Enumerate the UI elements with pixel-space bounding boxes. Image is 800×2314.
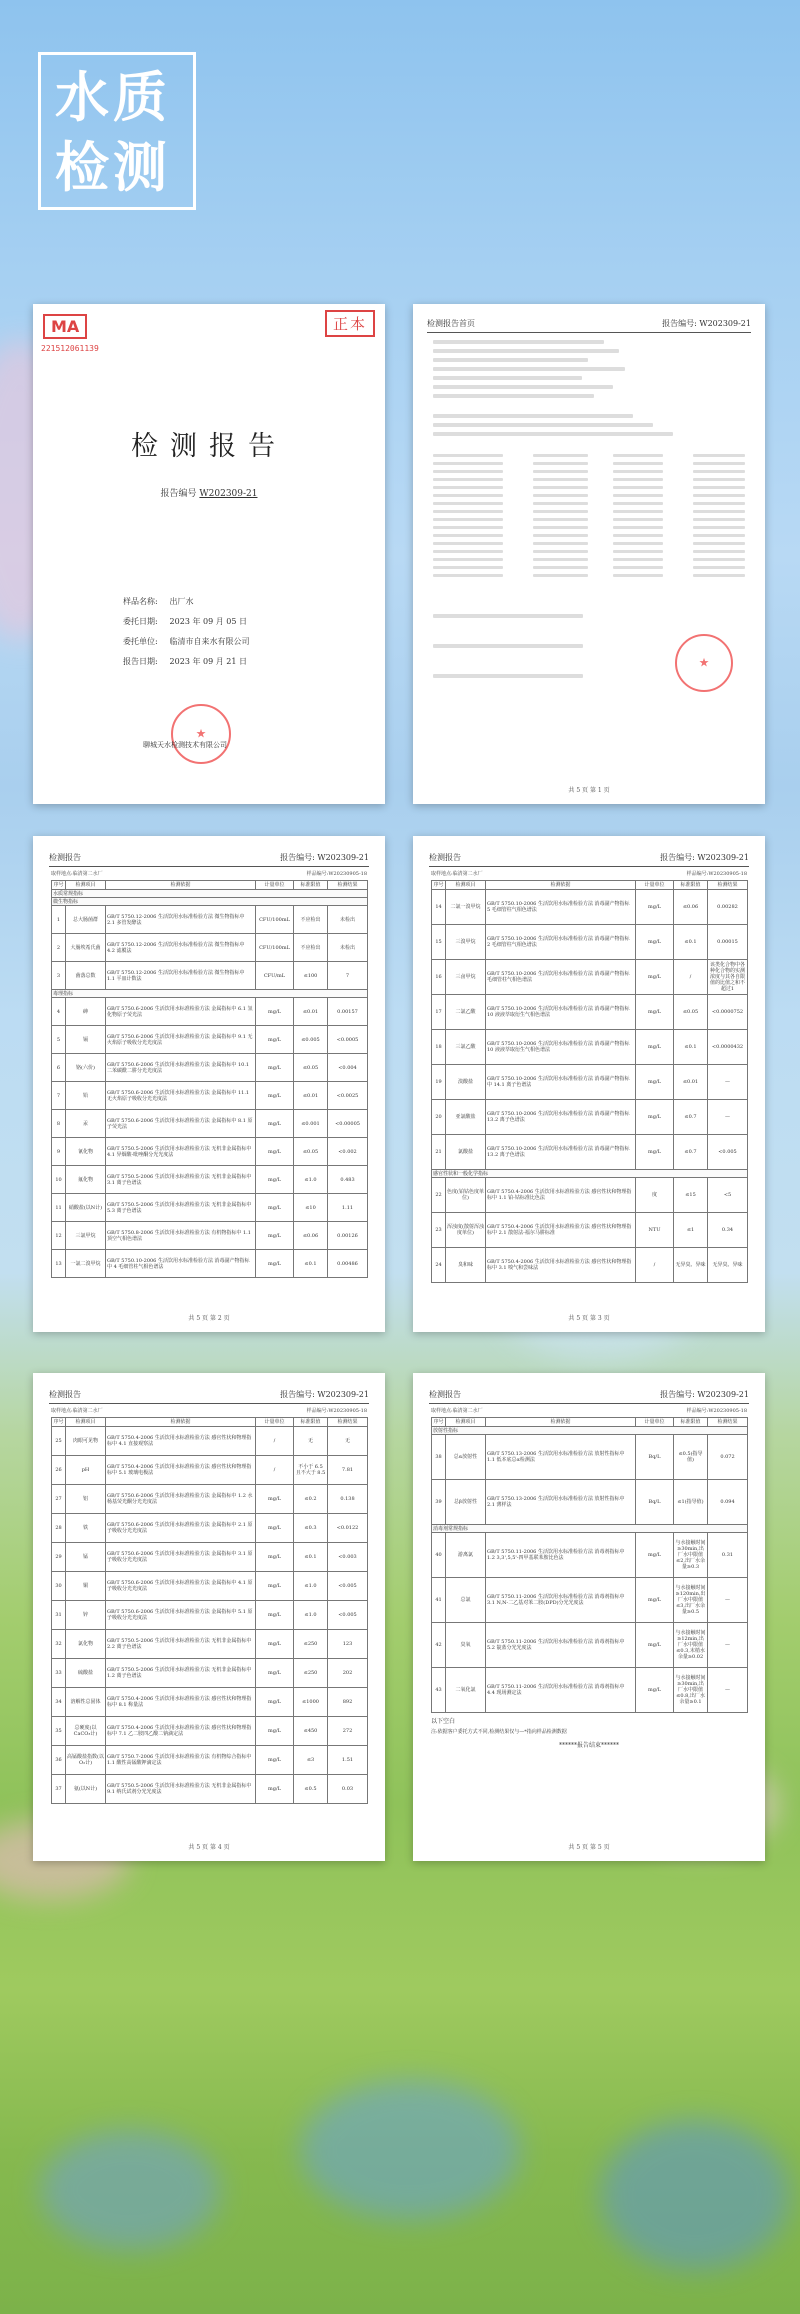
table-row: 15 三溴甲烷 GB/T 5750.10-2006 生活饮用水标准检验方法 消毒副产物指标 2 毛细管柱气相色谱法 mg/L ≤0.1 0.00015: [432, 925, 748, 960]
cover-page: [33, 304, 385, 804]
badge-line2: 检测: [55, 136, 171, 199]
summary-text-line: [613, 510, 663, 513]
badge-line1: 水质: [55, 66, 171, 129]
summary-text-line: [433, 486, 503, 489]
note-blank: 以下空白: [431, 1718, 456, 1725]
summary-text-line: [693, 518, 745, 521]
table-row: 42 臭氧 GB/T 5750.11-2006 生活饮用水标准检验方法 消毒剂指标中 5.2 靛蓝分光光度法 mg/L 与水接触时间≥12min,出厂水中限值≤0.3,末梢水余量≥0.02 —: [432, 1623, 748, 1668]
table-row: 18 三氯乙酸 GB/T 5750.10-2006 生活饮用水标准检验方法 消毒副产物指标 10 液液萃取衍生气相色谱法 mg/L ≤0.1 <0.0000432: [432, 1030, 748, 1065]
summary-text-line: [533, 494, 588, 497]
table-row: 21 氯酸盐 GB/T 5750.10-2006 生活饮用水标准检验方法 消毒副产物指标 13.2 离子色谱法 mg/L ≤0.7 <0.005: [432, 1135, 748, 1170]
page-footer: 共 5 页 第 4 页: [188, 1844, 230, 1851]
table-row: 31 锌 GB/T 5750.6-2006 生活饮用水标准检验方法 金属指标中 5.1 原子吸收分光光度法 mg/L ≤1.0 <0.005: [52, 1601, 368, 1630]
summary-text-line: [433, 349, 619, 353]
table-row: 4 砷 GB/T 5750.6-2006 生活饮用水标准检验方法 金属指标中 6.1 氢化物原子荧光法 mg/L ≤0.01 0.00157: [52, 998, 368, 1026]
summary-text-line: [613, 518, 663, 521]
section-row: 微生物指标: [52, 898, 368, 906]
summary-text-line: [533, 478, 588, 481]
summary-text-line: [433, 534, 503, 537]
summary-text-line: [613, 462, 663, 465]
summary-text-line: [533, 470, 588, 473]
sample-info: 取样地点:临清第二水厂 样品编号:W20230905-18: [51, 1408, 367, 1414]
summary-text-line: [433, 566, 503, 569]
table-row: 25 肉眼可见物 GB/T 5750.4-2006 生活饮用水标准检验方法 感官性状和物理指标中 4.1 直接观察法 / 无 无: [52, 1427, 368, 1456]
table-row: 6 铬(六价) GB/T 5750.6-2006 生活饮用水标准检验方法 金属指标中 10.1 二苯碳酰二肼分光光度法 mg/L ≤0.05 <0.004: [52, 1054, 368, 1082]
cover-title: 检测报告: [131, 431, 287, 462]
summary-text-line: [533, 526, 588, 529]
summary-text-line: [433, 494, 503, 497]
summary-seal: [675, 634, 733, 692]
summary-text-line: [533, 510, 588, 513]
summary-text-line: [433, 454, 503, 457]
summary-text-line: [613, 550, 663, 553]
section-row: 消毒剂常规指标: [432, 1525, 748, 1533]
page-footer: 共 5 页 第 5 页: [568, 1844, 610, 1851]
summary-text-line: [693, 550, 745, 553]
summary-text-line: [433, 376, 582, 380]
cover-field: 样品名称: 出厂水: [123, 597, 194, 606]
page-header: 检测报告 报告编号: W202309-21: [49, 852, 369, 867]
cover-field: 报告日期: 2023 年 09 月 21 日: [123, 657, 247, 666]
cover-field: 委托单位: 临清市自来水有限公司: [123, 637, 250, 646]
table-row: 24 臭和味 GB/T 5750.4-2006 生活饮用水标准检验方法 感官性状和物理指标中 3.1 嗅气和尝味法 / 无异臭、异味 无异臭、异味: [432, 1248, 748, 1283]
summary-text-line: [533, 566, 588, 569]
report-end: ******报告结束******: [558, 1742, 619, 1749]
summary-page: [413, 304, 765, 804]
summary-text-line: [693, 534, 745, 537]
summary-text-line: [533, 534, 588, 537]
table-row: 2 大肠埃希氏菌 GB/T 5750.12-2006 生活饮用水标准检验方法 微生物指标中 4.2 滤膜法 CFU/100mL 不应检出 未检出: [52, 934, 368, 962]
table-row: 34 溶解性总固体 GB/T 5750.4-2006 生活饮用水标准检验方法 感官性状和物理指标中 8.1 称量法 mg/L ≤1000 892: [52, 1688, 368, 1717]
table-row: 28 铁 GB/T 5750.6-2006 生活饮用水标准检验方法 金属指标中 2.1 原子吸收分光光度法 mg/L ≤0.3 <0.0122: [52, 1514, 368, 1543]
table-row: 43 二氧化氯 GB/T 5750.11-2006 生活饮用水标准检验方法 消毒剂指标中 4.4 现场测定法 mg/L 与水接触时间≥30min,出厂水中限值≤0.8,出厂水余量≥0.1 —: [432, 1668, 748, 1713]
summary-text-line: [533, 542, 588, 545]
table-row: 36 高锰酸盐指数(以O₂计) GB/T 5750.7-2006 生活饮用水标准检验方法 有机物综合指标中 1.1 酸性高锰酸钾滴定法 mg/L ≤3 1.51: [52, 1746, 368, 1775]
table-row: 12 三氯甲烷 GB/T 5750.8-2006 生活饮用水标准检验方法 有机物指标中 1.1 顶空气相色谱法 mg/L ≤0.06 0.00126: [52, 1222, 368, 1250]
table-header-row: 序号 检测项目 检测依据 计量单位 标准限值 检测结果: [52, 881, 368, 890]
summary-text-line: [433, 674, 583, 678]
table-row: 11 硝酸盐(以N计) GB/T 5750.5-2006 生活饮用水标准检验方法 无机非金属指标中 5.3 离子色谱法 mg/L ≤10 1.11: [52, 1194, 368, 1222]
results-table: [51, 1417, 368, 1804]
result-page: [413, 836, 765, 1332]
table-row: 9 氰化物 GB/T 5750.5-2006 生活饮用水标准检验方法 无机非金属指标中 4.1 异烟酸-吡唑酮分光光度法 mg/L ≤0.05 <0.002: [52, 1138, 368, 1166]
table-row: 5 镉 GB/T 5750.6-2006 生活饮用水标准检验方法 金属指标中 9.1 无火焰原子吸收分光光度法 mg/L ≤0.005 <0.0005: [52, 1026, 368, 1054]
result-page: [33, 1373, 385, 1861]
summary-text-line: [613, 534, 663, 537]
table-row: 14 二氯一溴甲烷 GB/T 5750.10-2006 生活饮用水标准检验方法 消毒副产物指标 5 毛细管柱气相色谱法 mg/L ≤0.06 0.00282: [432, 890, 748, 925]
table-row: 20 亚氯酸盐 GB/T 5750.10-2006 生活饮用水标准检验方法 消毒副产物指标 13.2 离子色谱法 mg/L ≤0.7 —: [432, 1100, 748, 1135]
summary-text-line: [693, 454, 745, 457]
table-row: 19 溴酸盐 GB/T 5750.10-2006 生活饮用水标准检验方法 消毒副产物指标中 14.1 离子色谱法 mg/L ≤0.01 —: [432, 1065, 748, 1100]
summary-text-line: [693, 542, 745, 545]
summary-text-line: [433, 542, 503, 545]
table-header-row: 序号 检测项目 检测依据 计量单位 标准限值 检测结果: [432, 881, 748, 890]
summary-text-line: [433, 526, 503, 529]
table-row: 29 锰 GB/T 5750.6-2006 生活饮用水标准检验方法 金属指标中 3.1 原子吸收分光光度法 mg/L ≤0.1 <0.003: [52, 1543, 368, 1572]
issuer: 聊城天水检测技术有限公司: [143, 741, 227, 749]
company-seal: [171, 704, 231, 764]
summary-text-line: [433, 478, 503, 481]
table-row: 40 游离氯 GB/T 5750.11-2006 生活饮用水标准检验方法 消毒剂指标中 1.2 3,3',5,5'-四甲基联苯胺比色法 mg/L 与水接触时间≥30min,出厂水中限值≤2,出厂水余量≥0.3 0.31: [432, 1533, 748, 1578]
table-row: 27 铝 GB/T 5750.6-2006 生活饮用水标准检验方法 金属指标中 1.2 水杨基荧光酮分光光度法 mg/L ≤0.2 0.138: [52, 1485, 368, 1514]
summary-text-line: [433, 358, 588, 362]
table-row: 39 总β放射性 GB/T 5750.13-2006 生活饮用水标准检验方法 放射性指标中 2.1 薄样法 Bq/L ≤1(指导值) 0.094: [432, 1480, 748, 1525]
page-header: 检测报告 报告编号: W202309-21: [49, 1389, 369, 1404]
summary-text-line: [693, 526, 745, 529]
sample-info: 取样地点:临清第二水厂 样品编号:W20230905-18: [431, 871, 747, 877]
summary-text-line: [433, 462, 503, 465]
section-row: 放射性指标: [432, 1427, 748, 1435]
summary-text-line: [693, 494, 745, 497]
summary-text-line: [533, 486, 588, 489]
summary-text-line: [433, 414, 633, 418]
summary-text-line: [433, 340, 604, 344]
summary-text-line: [613, 494, 663, 497]
summary-text-line: [693, 470, 745, 473]
table-row: 38 总α放射性 GB/T 5750.13-2006 生活饮用水标准检验方法 放射性指标中 1.1 低本底总α检测法 Bq/L ≤0.5(指导值) 0.072: [432, 1435, 748, 1480]
summary-text-line: [433, 394, 594, 398]
note: 注:依据客户委托方式不同,检测结果仅与—*指向样品检测数据: [431, 1729, 567, 1735]
table-row: 17 二氯乙酸 GB/T 5750.10-2006 生活饮用水标准检验方法 消毒副产物指标 10 液液萃取衍生气相色谱法 mg/L ≤0.05 <0.0000752: [432, 995, 748, 1030]
summary-text-line: [613, 526, 663, 529]
sample-info: 取样地点:临清第二水厂 样品编号:W20230905-18: [431, 1408, 747, 1414]
table-header-row: 序号 检测项目 检测依据 计量单位 标准限值 检测结果: [52, 1418, 368, 1427]
summary-text-line: [533, 558, 588, 561]
table-row: 32 氯化物 GB/T 5750.5-2006 生活饮用水标准检验方法 无机非金属指标中 2.2 离子色谱法 mg/L ≤250 123: [52, 1630, 368, 1659]
table-row: 16 三卤甲烷 GB/T 5750.10-2006 生活饮用水标准检验方法 消毒副产物指标 毛细管柱气相色谱法 mg/L / 该类化合物中各种化合物的实测浓度与其各自限值的比值之和不超过1: [432, 960, 748, 995]
summary-text-line: [693, 574, 745, 577]
table-row: 35 总硬度(以CaCO₃计) GB/T 5750.4-2006 生活饮用水标准检验方法 感官性状和物理指标中 7.1 乙二胺四乙酸二钠滴定法 mg/L ≤450 272: [52, 1717, 368, 1746]
summary-text-line: [613, 486, 663, 489]
results-table: [431, 1417, 748, 1713]
section-row: 毒理指标: [52, 990, 368, 998]
summary-text-line: [533, 502, 588, 505]
summary-text-line: [613, 566, 663, 569]
summary-text-line: [693, 462, 745, 465]
summary-text-line: [533, 518, 588, 521]
cover-report-number: 报告编号 W202309-21: [160, 489, 258, 499]
summary-text-line: [613, 574, 663, 577]
summary-text-line: [613, 502, 663, 505]
summary-text-line: [433, 614, 583, 618]
table-row: 37 氨(以N计) GB/T 5750.5-2006 生活饮用水标准检验方法 无机非金属指标中 9.1 纳氏试剂分光光度法 mg/L ≤0.5 0.03: [52, 1775, 368, 1804]
summary-text-line: [613, 542, 663, 545]
table-row: 3 菌落总数 GB/T 5750.12-2006 生活饮用水标准检验方法 微生物指标中 1.1 平皿计数法 CFU/mL ≤100 7: [52, 962, 368, 990]
summary-text-line: [693, 510, 745, 513]
summary-text-line: [433, 518, 503, 521]
summary-text-line: [433, 432, 673, 436]
summary-text-line: [693, 478, 745, 481]
cover-field: 委托日期: 2023 年 09 月 05 日: [123, 617, 247, 626]
table-row: 13 一氯二溴甲烷 GB/T 5750.10-2006 生活饮用水标准检验方法 消毒副产物指标中 4 毛细管柱气相色谱法 mg/L ≤0.1 0.00486: [52, 1250, 368, 1278]
page-footer: 共 5 页 第 2 页: [188, 1315, 230, 1322]
summary-text-line: [693, 502, 745, 505]
result-page: [413, 1373, 765, 1861]
summary-text-line: [533, 462, 588, 465]
section-row: 水质常规指标: [52, 890, 368, 898]
summary-text-line: [693, 486, 745, 489]
table-header-row: 序号 检测项目 检测依据 计量单位 标准限值 检测结果: [432, 1418, 748, 1427]
summary-text-line: [433, 502, 503, 505]
summary-text-line: [433, 367, 625, 371]
result-page: [33, 836, 385, 1332]
ma-number: 221512061139: [41, 344, 99, 353]
summary-text-line: [613, 478, 663, 481]
results-table: [431, 880, 748, 1283]
sample-info: 取样地点:临清第二水厂 样品编号:W20230905-18: [51, 871, 367, 877]
summary-text-line: [433, 558, 503, 561]
original-stamp: 正本: [325, 310, 375, 337]
table-row: 10 氟化物 GB/T 5750.5-2006 生活饮用水标准检验方法 无机非金属指标中 3.1 离子色谱法 mg/L ≤1.0 0.483: [52, 1166, 368, 1194]
ma-mark: MA: [43, 314, 87, 339]
summary-text-line: [613, 558, 663, 561]
table-row: 7 铅 GB/T 5750.6-2006 生活饮用水标准检验方法 金属指标中 11.1 无火焰原子吸收分光光度法 mg/L ≤0.01 <0.0025: [52, 1082, 368, 1110]
page-footer: 共 5 页 第 3 页: [568, 1315, 610, 1322]
summary-text-line: [433, 510, 503, 513]
summary-text-line: [433, 574, 503, 577]
summary-text-line: [533, 454, 588, 457]
table-row: 1 总大肠菌群 GB/T 5750.12-2006 生活饮用水标准检验方法 微生物指标中 2.1 多管发酵法 CFU/100mL 不应检出 未检出: [52, 906, 368, 934]
table-row: 26 pH GB/T 5750.4-2006 生活饮用水标准检验方法 感官性状和物理指标中 5.1 玻璃电极法 / 不小于 6.5 且不大于 8.5 7.81: [52, 1456, 368, 1485]
summary-text-line: [693, 566, 745, 569]
summary-text-line: [533, 550, 588, 553]
summary-text-line: [533, 574, 588, 577]
page-header: 检测报告 报告编号: W202309-21: [429, 1389, 749, 1404]
table-row: 22 色度(铂钴色度单位) GB/T 5750.4-2006 生活饮用水标准检验方法 感官性状和物理指标中 1.1 铂-钴标准比色法 度 ≤15 <5: [432, 1178, 748, 1213]
results-table: [51, 880, 368, 1278]
table-row: 33 硫酸盐 GB/T 5750.5-2006 生活饮用水标准检验方法 无机非金属指标中 1.2 离子色谱法 mg/L ≤250 202: [52, 1659, 368, 1688]
section-row: 感官性状和一般化学指标: [432, 1170, 748, 1178]
summary-text-line: [433, 644, 583, 648]
summary-header: 检测报告首页 报告编号: W202309-21: [427, 318, 751, 333]
summary-footer: 共 5 页 第 1 页: [568, 787, 610, 794]
table-row: 23 浑浊度(散射浑浊度单位) GB/T 5750.4-2006 生活饮用水标准检验方法 感官性状和物理指标中 2.1 散射法-福尔马肼标准 NTU ≤1 0.34: [432, 1213, 748, 1248]
summary-text-line: [613, 454, 663, 457]
title-badge: [38, 52, 196, 210]
summary-text-line: [433, 385, 613, 389]
table-row: 30 铜 GB/T 5750.6-2006 生活饮用水标准检验方法 金属指标中 4.1 原子吸收分光光度法 mg/L ≤1.0 <0.005: [52, 1572, 368, 1601]
page-header: 检测报告 报告编号: W202309-21: [429, 852, 749, 867]
summary-text-line: [433, 470, 503, 473]
table-row: 41 总氯 GB/T 5750.11-2006 生活饮用水标准检验方法 消毒剂指标中 3.1 N,N-二乙基对苯二胺(DPD)分光光度法 mg/L 与水接触时间≥120min,出厂水中限值≤3,出厂水余量≥0.5 —: [432, 1578, 748, 1623]
table-row: 8 汞 GB/T 5750.6-2006 生活饮用水标准检验方法 金属指标中 8.1 原子荧光法 mg/L ≤0.001 <0.00005: [52, 1110, 368, 1138]
summary-text-line: [433, 550, 503, 553]
summary-text-line: [433, 423, 653, 427]
summary-text-line: [613, 470, 663, 473]
summary-text-line: [693, 558, 745, 561]
